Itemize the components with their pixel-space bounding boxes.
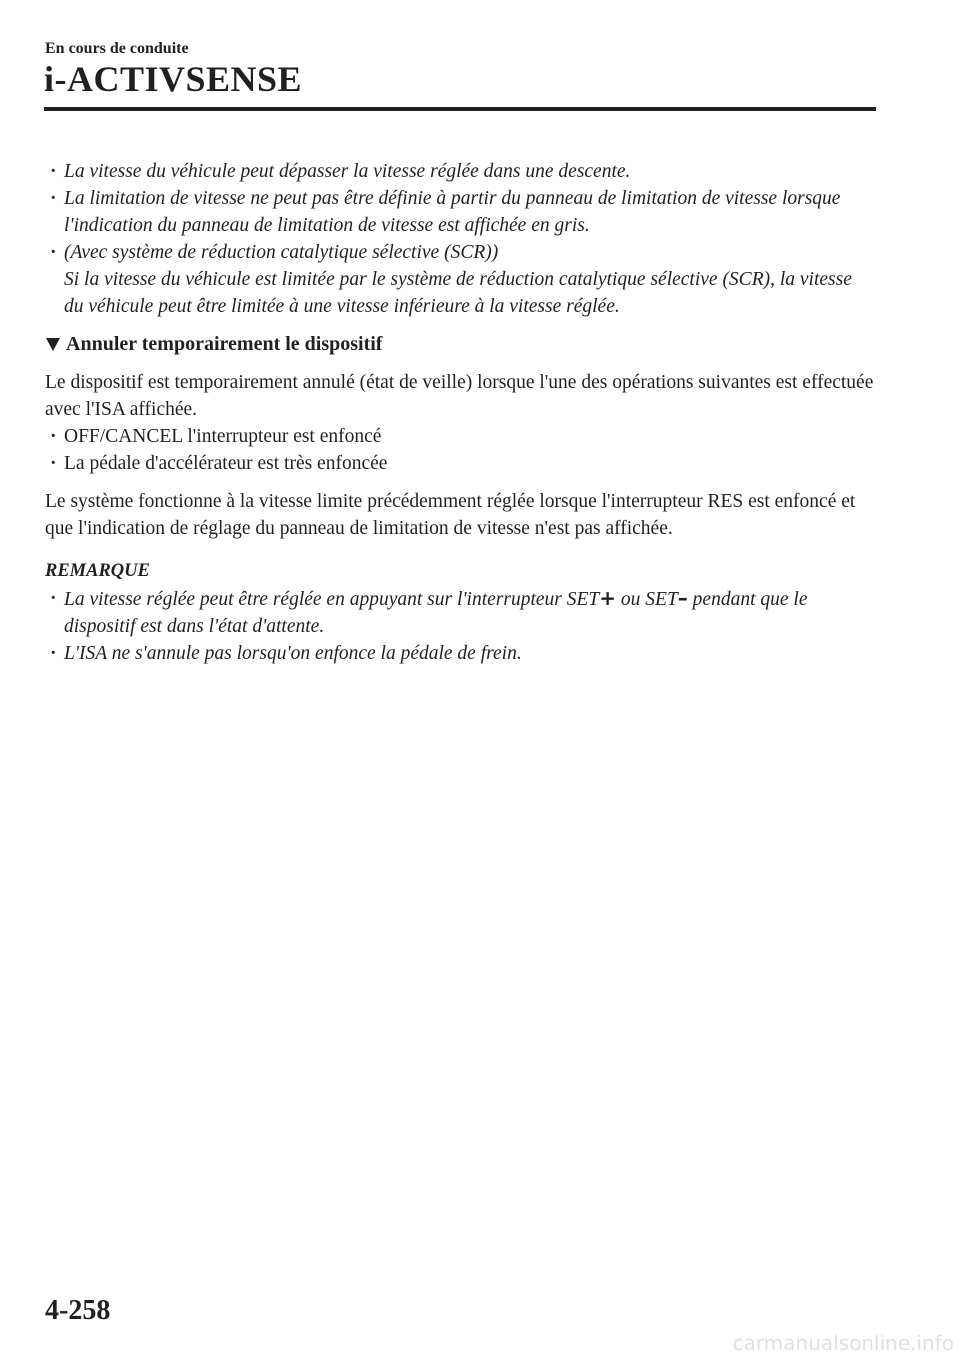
triangle-down-icon	[46, 338, 60, 351]
section-heading	[45, 331, 875, 358]
page-title: i-ACTIVSENSE	[44, 59, 303, 99]
list-item: · La limitation de vitesse ne peut pas être définie à partir du panneau de limitation de vitesse lorsque l'indication du panneau de limitation de vitesse est affichée en gris.	[45, 185, 875, 239]
list-item	[45, 585, 875, 640]
scr-note: Si la vitesse du véhicule est limitée par le système de réduction catalytique sélective (SCR), la vitesse du véhicule peut être limitée à une vitesse inférieure à la vitesse réglée.	[64, 269, 852, 317]
remark-title: REMARQUE	[45, 561, 150, 581]
header-divider	[44, 107, 876, 111]
plus-icon: +	[599, 586, 617, 610]
section-heading-text: Annuler temporairement le dispositif	[66, 333, 383, 355]
top-notes-list	[45, 158, 875, 320]
remark-text: ou SET	[616, 589, 678, 610]
section-label: En cours de conduite	[45, 40, 189, 57]
remark-list	[45, 585, 875, 667]
list-item: · La pédale d'accélérateur est très enfoncée	[45, 450, 875, 477]
list-item: · La vitesse du véhicule peut dépasser la vitesse réglée dans une descente.	[45, 158, 875, 185]
operations-list	[45, 423, 875, 477]
resume-paragraph: Le système fonctionne à la vitesse limite précédemment réglée lorsque l'interrupteur RES est enfoncé et que l'indication de réglage du panneau de limitation de vitesse n'est pas affichée.	[45, 491, 856, 539]
list-item: · OFF/CANCEL l'interrupteur est enfoncé	[45, 423, 875, 450]
section-intro: Le dispositif est temporairement annulé (état de veille) lorsque l'une des opérations suivantes est effectuée avec l'ISA affichée.	[45, 372, 874, 420]
minus-icon: –	[677, 586, 688, 610]
list-item: · L'ISA ne s'annule pas lorsqu'on enfonce la pédale de frein.	[45, 640, 875, 667]
page-number: 4-258	[45, 1295, 111, 1326]
remark-text: pendant que le dispositif est dans l'état d'attente.	[64, 589, 808, 637]
list-item	[45, 239, 875, 320]
page-content	[45, 158, 875, 667]
scr-condition: (Avec système de réduction catalytique sélective (SCR))	[64, 242, 499, 263]
watermark: carmanualsonline.info	[732, 1331, 954, 1355]
remark-text: La vitesse réglée peut être réglée en appuyant sur l'interrupteur SET	[64, 589, 600, 610]
